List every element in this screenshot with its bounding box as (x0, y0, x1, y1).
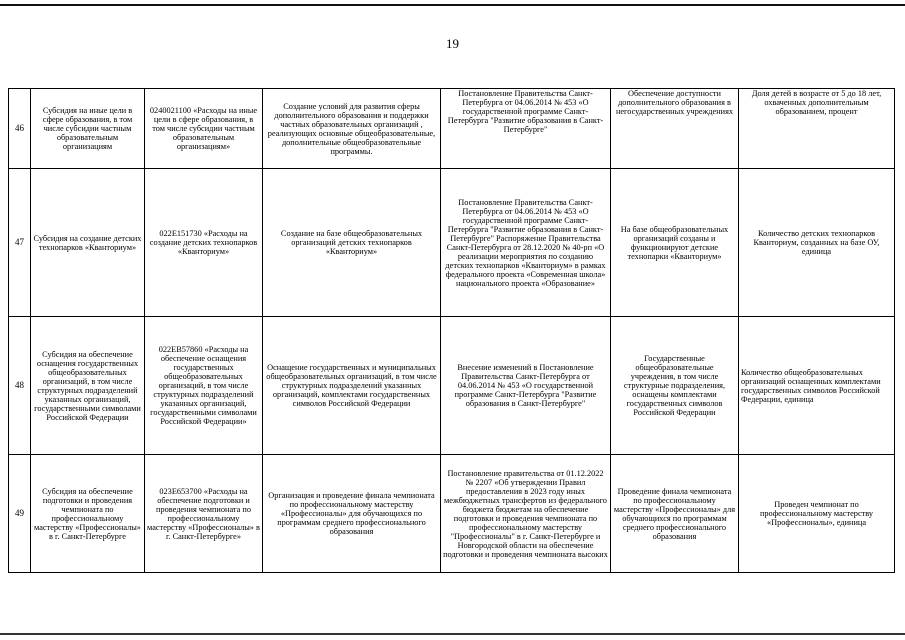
subsidy-name-cell: Субсидия на создание детских технопарков «Кванториум» (31, 169, 145, 317)
page-number: 19 (446, 36, 459, 51)
table-row (9, 317, 895, 455)
result-cell: Государственные общеобразовательные учреждения, в том числе структурные подразделения, оснащены комплектами государственных символов Российской Федерации (611, 317, 739, 455)
budget-code-cell: 022EB57860 «Расходы на обеспечение оснащения государственных общеобразовательных организаций, в том числе структурных подразделений указанных организаций, государственными символами Российской Федерации» (145, 317, 263, 455)
result-cell: Обеспечение доступности дополнительного образования в негосударственных учреждениях (611, 89, 739, 169)
table-row (9, 455, 895, 573)
subsidy-name-cell: Субсидия на обеспечение оснащения государственных общеобразовательных организаций, в том числе структурных подразделений указанных организаций, государственными символами Российской Федерации (31, 317, 145, 455)
subsidy-name-cell: Субсидия на иные цели в сфере образования, в том числе субсидии частным образовательным организациям (31, 89, 145, 169)
indicator-cell: Проведен чемпионат по профессиональному мастерству «Профессионалы», единица (739, 455, 895, 573)
legal-basis-cell: Постановление Правительства Санкт-Петербурга от 04.06.2014 № 453 «О государственной программе Санкт-Петербурга "Развитие образования в Санкт-Петербурге" Распоряжение Правительства Санкт-Петербурга от 28.12.2020 № 40-рп «О реализации мероприятия по созданию детских технопарков «Кванториум» в рамках федерального проекта «Современная школа» национального проекта «Образование» (441, 169, 611, 317)
row-number: 48 (9, 317, 31, 455)
legal-basis-cell: Постановление Правительства Санкт-Петербурга от 04.06.2014 № 453 «О государственной программе Санкт-Петербурга "Развитие образования в Санкт-Петербурге" (441, 89, 611, 169)
indicator-cell: Количество детских технопарков Кванториум, созданных на базе ОУ, единица (739, 169, 895, 317)
table-row (9, 89, 895, 169)
goal-cell: Создание на базе общеобразовательных организаций детских технопарков «Кванториум» (263, 169, 441, 317)
indicator-cell: Количество общеобразовательных организаций оснащенных комплектами государственных символов Российской Федерации, единица (739, 317, 895, 455)
legal-basis-cell: Постановление правительства от 01.12.2022 № 2207 «Об утверждении Правил предоставления в 2023 году иных межбюджетных трансфертов из федерального бюджета бюджетам на обеспечение подготовки и проведения чемпионата по профессиональному мастерству "Профессионалы" в г. Санкт-Петербурге и Новгородской области на обеспечение подготовки и проведения чемпионата высоких (441, 455, 611, 573)
subsidy-name-cell: Субсидия на обеспечение подготовки и проведения чемпионата по профессиональному мастерству «Профессионалы» в г. Санкт-Петербурге (31, 455, 145, 573)
bottom-border-line (0, 633, 905, 635)
indicator-cell: Доля детей в возрасте от 5 до 18 лет, охваченных дополнительным образованием, процент (739, 89, 895, 169)
budget-code-cell: 022E151730 «Расходы на создание детских технопарков «Кванториум» (145, 169, 263, 317)
top-border-line (0, 4, 905, 6)
row-number: 49 (9, 455, 31, 573)
subsidy-table (8, 88, 895, 573)
goal-cell: Создание условий для развития сферы дополнительного образования и поддержки частных образовательных организаций , реализующих основные общеобразовательные, дополнительные общеобразовательные программы. (263, 89, 441, 169)
budget-code-cell: 0240021100 «Расходы на иные цели в сфере образования, в том числе субсидии частным образовательным организациям» (145, 89, 263, 169)
goal-cell: Организация и проведение финала чемпионата по профессиональному мастерству «Профессионалы» для обучающихся по программам среднего профессионального образования (263, 455, 441, 573)
result-cell: На базе общеобразовательных организаций созданы и функционируют детские технопарки «Кванториум» (611, 169, 739, 317)
row-number: 46 (9, 89, 31, 169)
goal-cell: Оснащение государственных и муниципальных общеобразовательных организаций, в том числе структурных подразделений указанных организаций, комплектами государственных символов Российской Федерации (263, 317, 441, 455)
table-row (9, 169, 895, 317)
row-number: 47 (9, 169, 31, 317)
budget-code-cell: 023E653700 «Расходы на обеспечение подготовки и проведения чемпионата по профессиональному мастерству «Профессионалы» в г. Санкт-Петербурге» (145, 455, 263, 573)
legal-basis-cell: Внесение изменений в Постановление Правительства Санкт-Петербурга от 04.06.2014 № 453 «О государственной программе Санкт-Петербурга "Развитие образования в Санкт-Петербурге" (441, 317, 611, 455)
result-cell: Проведение финала чемпионата по профессиональному мастерству «Профессионалы» для обучающихся по программам среднего профессионального образования (611, 455, 739, 573)
